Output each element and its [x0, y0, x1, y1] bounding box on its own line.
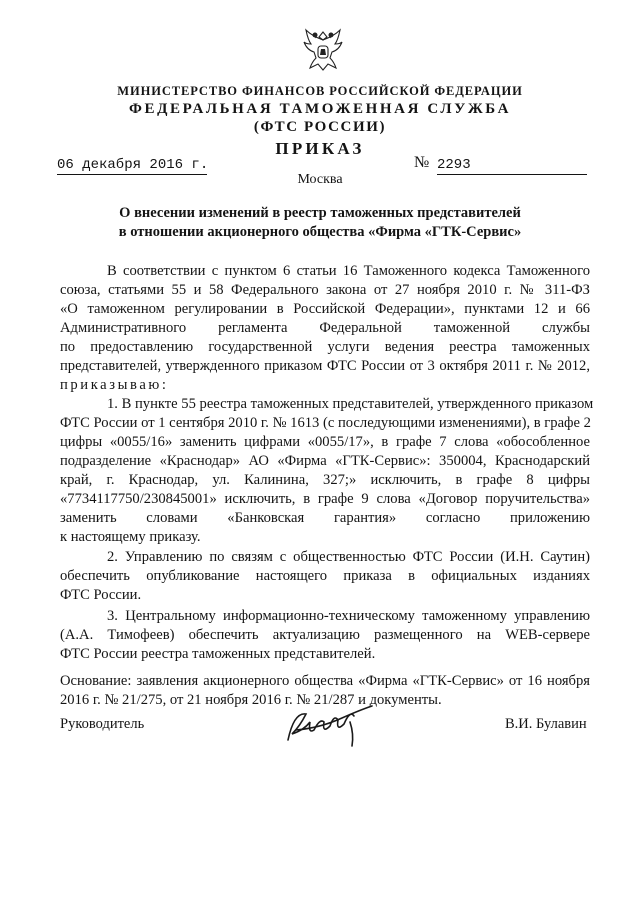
- order-number: 2293: [437, 157, 587, 175]
- basis-line: Основание: заявления акционерного общества «Фирма «ГТК-Сервис» от 16 ноября: [60, 673, 590, 689]
- document-type: ПРИКАЗ: [275, 139, 365, 158]
- body-line: цифры «0055/16» заменить цифрами «0055/17», в графе 7 слова «обособленное: [60, 434, 590, 450]
- body-line: представителей, утвержденного приказом ФТС России от 3 октября 2011 г. № 2012,: [60, 358, 590, 374]
- service-abbreviation: (ФТС РОССИИ): [253, 119, 387, 135]
- body-line: заменить словами «Банковская гарантия» согласно приложению: [60, 510, 590, 526]
- body-line: к настоящему приказу.: [60, 529, 201, 545]
- body-line: 1. В пункте 55 реестра таможенных представителей, утвержденного приказом: [107, 396, 594, 412]
- body-line: (А.А. Тимофеев) обеспечить актуализацию размещенного на WEB-сервере: [60, 627, 590, 643]
- body-line: ФТС России.: [60, 587, 142, 603]
- coat-of-arms-emblem: [302, 26, 344, 74]
- body-line: край, г. Краснодар, ул. Калинина, 327;» исключить, в графе 8 цифры: [60, 472, 590, 488]
- document-title-line: в отношении акционерного общества «Фирма «ГТК-Сервис»: [118, 224, 522, 240]
- body-line: по предоставлению государственной услуги ведения реестра таможенных: [60, 339, 590, 355]
- body-line: «7734117750/230845001» исключить, в графе 9 слова «Договор поручительства»: [60, 491, 590, 507]
- body-line: приказываю:: [60, 377, 169, 393]
- body-line: подразделение «Краснодар» АО «Фирма «ГТК-Сервис»: 350004, Краснодарский: [60, 453, 590, 469]
- city: Москва: [297, 172, 343, 187]
- body-line: Административного регламента Федеральной таможенной службы: [60, 320, 590, 336]
- document-title-line: О внесении изменений в реестр таможенных представителей: [119, 205, 521, 221]
- body-line: В соответствии с пунктом 6 статьи 16 Таможенного кодекса Таможенного: [107, 263, 590, 279]
- basis-line: 2016 г. № 21/275, от 21 ноября 2016 г. № 21/287 и документы.: [60, 692, 442, 708]
- order-date: 06 декабря 2016 г.: [57, 157, 209, 173]
- body-line: ФТС России от 1 сентября 2010 г. № 1613 (с последующими изменениями), в графе 2: [60, 415, 591, 431]
- handwritten-signature: [280, 700, 380, 752]
- ministry-name: МИНИСТЕРСТВО ФИНАНСОВ РОССИЙСКОЙ ФЕДЕРАЦИИ: [117, 84, 523, 98]
- body-line: союза, статьями 55 и 58 Федерального закона от 27 ноября 2010 г. № 311-ФЗ: [60, 282, 590, 298]
- body-line: 2. Управлению по связям с общественностью ФТС России (И.Н. Саутин): [107, 549, 590, 565]
- body-line: обеспечить опубликование настоящего приказа в официальных изданиях: [60, 568, 590, 584]
- body-line: 3. Центральному информационно-техническому таможенному управлению: [107, 608, 590, 624]
- service-name: ФЕДЕРАЛЬНАЯ ТАМОЖЕННАЯ СЛУЖБА: [128, 101, 512, 117]
- signer-name: В.И. Булавин: [505, 716, 587, 732]
- number-label: №: [414, 154, 430, 171]
- signer-role: Руководитель: [60, 716, 145, 732]
- body-line: ФТС России реестра таможенных представителей.: [60, 646, 376, 662]
- body-line: «О таможенном регулировании в Российской Федерации», пунктами 12 и 66: [60, 301, 590, 317]
